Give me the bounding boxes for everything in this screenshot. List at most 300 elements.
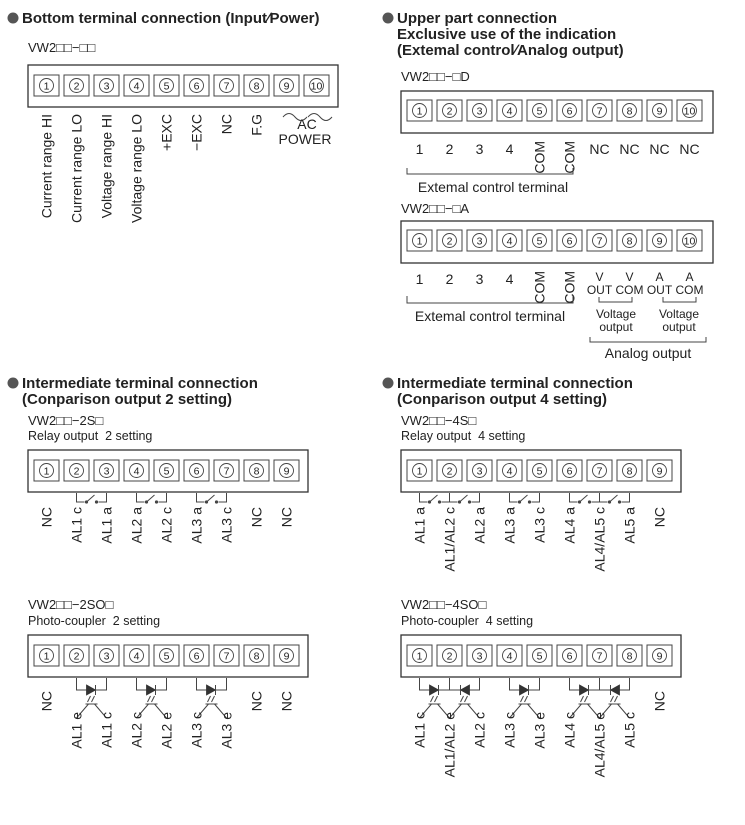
inter4-heading-2: (Conparison output 4 setting)	[397, 391, 607, 408]
upper-a-terminal-labels	[416, 271, 578, 304]
upper-a-label-4: 4	[505, 271, 514, 287]
terminal-1	[34, 460, 59, 481]
light-arrows	[461, 696, 468, 702]
inter4-photo-label-5: AL3 e	[531, 712, 548, 749]
upper-d-label-2: 2	[445, 141, 454, 157]
analog-output-label: Analog output	[604, 345, 692, 361]
terminal-9	[647, 460, 672, 481]
relay-blade	[520, 495, 528, 502]
inter4-relay-label-5: AL3 c	[531, 507, 548, 543]
terminal-8	[617, 460, 642, 481]
upper-a-out-top-2: V	[625, 270, 634, 284]
photo-coupler-icon	[600, 678, 630, 718]
terminal-3	[94, 75, 119, 96]
terminal-number: 7	[596, 235, 603, 248]
terminal-number: 4	[506, 650, 513, 663]
inter2-photo-label-7: AL3 e	[218, 712, 235, 749]
upper-a-out-top-4: A	[685, 270, 694, 284]
upper-a-out-bottom-1: OUT	[586, 283, 613, 297]
inter2-photo-label-8: NC	[248, 691, 265, 712]
relay-blade	[580, 495, 588, 502]
terminal-3	[467, 230, 492, 251]
voltage-output-label-2: output	[599, 320, 633, 334]
terminal-number: 3	[103, 80, 110, 93]
terminal-number: 8	[626, 465, 633, 478]
inter2-relay-model: VW2□□−2S□	[28, 413, 104, 428]
inter4-photo-label-9: NC	[651, 691, 668, 712]
inter4-photo-label-1: AL1 c	[411, 712, 428, 748]
inter4-photo-label-3: AL2 c	[471, 712, 488, 748]
upper-a-out-bottom-4: COM	[675, 283, 704, 297]
inter4-relay-label-6: AL4 a	[561, 507, 578, 544]
inter4-relay-label-3: AL2 a	[471, 507, 488, 544]
terminal-number: 4	[506, 105, 513, 118]
upper-a-out-top-1: V	[595, 270, 604, 284]
terminal-5	[527, 460, 552, 481]
terminal-4	[124, 645, 149, 666]
inter2-heading-2: (Conparison output 2 setting)	[22, 391, 232, 408]
terminal-number: 9	[283, 80, 290, 93]
inter2-photo-label-5: AL2 e	[158, 712, 175, 749]
terminal-number: 4	[133, 650, 140, 663]
relay-dot	[155, 500, 158, 503]
bottom-label-7: NC	[218, 114, 235, 135]
terminal-1	[34, 645, 59, 666]
inter4-relay-terminal-cells	[407, 460, 672, 481]
inter4-relay-label-4: AL3 a	[501, 507, 518, 544]
terminal-8	[617, 230, 642, 251]
bottom-terminal-cells	[34, 75, 329, 96]
relay-lead	[450, 493, 458, 502]
terminal-number: 9	[283, 650, 290, 663]
relay-blade	[147, 495, 155, 502]
inter2-photo-label-2: AL1 e	[68, 712, 85, 749]
inter2-heading-1: Intermediate terminal connection	[22, 375, 258, 392]
inter4-relay-contacts	[420, 493, 630, 504]
inter4-heading-1: Intermediate terminal connection	[397, 375, 633, 392]
led-triangle	[611, 685, 620, 695]
inter4-relay-label-8: AL5 a	[621, 507, 638, 544]
bottom-terminal-labels	[39, 114, 265, 223]
upper-d-label-8: NC	[619, 141, 640, 157]
terminal-number: 9	[656, 105, 663, 118]
terminal-number: 10	[683, 235, 696, 248]
inter4-photo-label-7: AL4/AL5 e	[591, 712, 608, 778]
light-arrows	[208, 696, 215, 702]
relay-blade	[207, 495, 215, 502]
terminal-10	[304, 75, 329, 96]
bottom-label-3: Voltage range HI	[98, 114, 115, 219]
terminal-6	[184, 645, 209, 666]
voltage-output-bracket	[599, 297, 632, 302]
terminal-number: 1	[416, 650, 423, 663]
terminal-4	[497, 230, 522, 251]
light-arrows	[521, 696, 528, 702]
relay-blade	[460, 495, 468, 502]
photo-coupler-icon	[450, 678, 480, 718]
terminal-3	[467, 460, 492, 481]
terminal-3	[467, 100, 492, 121]
upper-a-model: VW2□□−□A	[401, 201, 469, 216]
photo-coupler-icon	[510, 678, 540, 718]
terminal-number: 6	[193, 465, 200, 478]
terminal-5	[154, 460, 179, 481]
terminal-number: 5	[536, 465, 543, 478]
upper-d-label-5: COM	[531, 141, 548, 174]
inter4-relay-labels	[412, 507, 668, 572]
terminal-9	[274, 75, 299, 96]
terminal-1	[34, 75, 59, 96]
relay-dot	[215, 500, 218, 503]
relay-lead	[137, 493, 145, 502]
inter2-photo-couplers	[77, 678, 227, 718]
inter2-relay-label-7: AL3 c	[218, 507, 235, 543]
terminal-7	[214, 460, 239, 481]
inter2-photo-label-3: AL1 c	[98, 712, 115, 748]
terminal-6	[184, 75, 209, 96]
terminal-4	[497, 645, 522, 666]
terminal-number: 7	[223, 80, 230, 93]
inter2-relay-contacts	[77, 493, 227, 504]
bottom-label-8: F.G	[248, 114, 265, 136]
ac-label: AC	[297, 116, 317, 132]
bottom-label-4: Voltage range LO	[128, 114, 145, 223]
inter2-relay-label-6: AL3 a	[188, 507, 205, 544]
photo-coupler-icon	[420, 678, 450, 718]
terminal-6	[557, 100, 582, 121]
relay-contact-icon	[77, 493, 107, 504]
terminal-8	[244, 75, 269, 96]
power-label: POWER	[278, 131, 332, 147]
terminal-8	[244, 645, 269, 666]
terminal-5	[527, 230, 552, 251]
terminal-number: 6	[566, 105, 573, 118]
terminal-number: 9	[283, 465, 290, 478]
terminal-number: 3	[476, 105, 483, 118]
relay-lead	[197, 493, 205, 502]
terminal-number: 7	[596, 465, 603, 478]
bullet-icon	[8, 378, 19, 389]
relay-dot	[468, 500, 471, 503]
upper-d-label-4: 4	[505, 141, 514, 157]
terminal-number: 9	[656, 650, 663, 663]
led-triangle	[580, 685, 589, 695]
light-arrows	[581, 696, 588, 702]
inter4-photo-label-6: AL4 c	[561, 712, 578, 748]
led-triangle	[461, 685, 470, 695]
terminal-number: 1	[43, 80, 50, 93]
relay-contact-icon	[197, 493, 227, 504]
terminal-6	[184, 460, 209, 481]
terminal-number: 2	[73, 465, 80, 478]
upper-d-label-7: NC	[589, 141, 610, 157]
terminal-number: 9	[656, 235, 663, 248]
bottom-heading: Bottom terminal connection (Input∕Power)	[22, 10, 320, 27]
terminal-6	[557, 645, 582, 666]
inter4-relay-subtitle: Relay output 4 setting	[401, 429, 526, 443]
terminal-6	[557, 230, 582, 251]
relay-blade	[87, 495, 95, 502]
terminal-5	[154, 645, 179, 666]
bullet-icon	[8, 13, 19, 24]
terminal-number: 5	[536, 235, 543, 248]
upper-heading-2: Exclusive use of the indication	[397, 26, 617, 43]
terminal-number: 6	[566, 235, 573, 248]
relay-lead	[420, 493, 428, 502]
terminal-number: 1	[416, 105, 423, 118]
upper-d-label-1: 1	[415, 141, 424, 157]
terminal-number: 7	[223, 650, 230, 663]
terminal-number: 7	[223, 465, 230, 478]
terminal-number: 8	[253, 80, 260, 93]
analog-output-bracket	[590, 337, 706, 342]
terminal-number: 5	[163, 80, 170, 93]
terminal-number: 2	[446, 235, 453, 248]
terminal-number: 1	[43, 650, 50, 663]
upper-a-label-6: COM	[561, 271, 578, 304]
terminal-1	[407, 460, 432, 481]
terminal-10	[677, 230, 702, 251]
terminal-number: 5	[536, 105, 543, 118]
relay-dot	[528, 500, 531, 503]
terminal-6	[557, 460, 582, 481]
upper-a-label-1: 1	[415, 271, 424, 287]
terminal-number: 6	[566, 465, 573, 478]
inter4-photo-subtitle: Photo-coupler 4 setting	[401, 614, 534, 628]
light-arrows	[88, 696, 95, 702]
terminal-number: 3	[103, 465, 110, 478]
terminal-2	[437, 645, 462, 666]
bottom-terminal-panel	[8, 10, 339, 223]
terminal-3	[94, 645, 119, 666]
bottom-label-1: Current range HI	[38, 114, 55, 219]
terminal-number: 8	[626, 235, 633, 248]
led-triangle	[430, 685, 439, 695]
inter2-relay-subtitle: Relay output 2 setting	[28, 429, 153, 443]
voltage-output-label-1: Voltage	[595, 307, 637, 321]
inter2-photo-terminal-cells	[34, 645, 299, 666]
bottom-label-6: −EXC	[188, 114, 205, 151]
upper-d-label-6: COM	[561, 141, 578, 174]
relay-contact-icon	[570, 493, 600, 504]
upper-a-out-bottom-2: COM	[615, 283, 644, 297]
upper-d-group-label: Extemal control terminal	[417, 179, 569, 195]
bottom-model: VW2□□−□□	[28, 40, 96, 55]
terminal-9	[274, 645, 299, 666]
terminal-number: 8	[626, 105, 633, 118]
terminal-9	[647, 100, 672, 121]
terminal-number: 10	[310, 80, 323, 93]
upper-d-group-bracket	[407, 168, 573, 174]
led-triangle	[207, 685, 216, 695]
relay-lead	[159, 493, 167, 502]
upper-heading-3: (Extemal control∕Analog output)	[397, 42, 624, 59]
upper-a-group-bracket	[407, 296, 573, 303]
terminal-9	[647, 230, 672, 251]
terminal-number: 1	[43, 465, 50, 478]
relay-blade	[430, 495, 438, 502]
light-arrows	[148, 696, 155, 702]
upper-d-terminal-cells	[407, 100, 702, 121]
relay-lead	[472, 493, 480, 502]
upper-d-label-3: 3	[475, 141, 484, 157]
relay-contact-icon	[420, 493, 450, 504]
terminal-number: 2	[73, 650, 80, 663]
terminal-2	[64, 460, 89, 481]
inter4-relay-label-9: NC	[651, 507, 668, 528]
terminal-number: 3	[476, 235, 483, 248]
led-triangle	[87, 685, 96, 695]
bullet-icon	[383, 378, 394, 389]
terminal-number: 7	[596, 105, 603, 118]
terminal-7	[587, 230, 612, 251]
terminal-1	[407, 645, 432, 666]
inter2-photo-label-9: NC	[278, 691, 295, 712]
relay-contact-icon	[600, 493, 630, 504]
photo-coupler-icon	[197, 678, 227, 718]
terminal-2	[437, 230, 462, 251]
inter4-photo-label-4: AL3 c	[501, 712, 518, 748]
relay-lead	[532, 493, 540, 502]
inter2-relay-labels	[39, 507, 295, 544]
inter2-photo-subtitle: Photo-coupler 2 setting	[28, 614, 161, 628]
inter2-photo-label-1: NC	[38, 691, 55, 712]
terminal-1	[407, 230, 432, 251]
inter4-photo-terminal-cells	[407, 645, 672, 666]
current-output-label-1: Voltage	[658, 307, 700, 321]
upper-heading-1: Upper part connection	[397, 10, 558, 27]
current-output-bracket	[663, 297, 696, 302]
terminal-3	[94, 460, 119, 481]
terminal-1	[407, 100, 432, 121]
inter2-relay-label-8: NC	[248, 507, 265, 528]
terminal-2	[437, 100, 462, 121]
terminal-number: 6	[193, 80, 200, 93]
relay-lead	[77, 493, 85, 502]
terminal-number: 1	[416, 465, 423, 478]
inter4-photo-couplers	[420, 678, 630, 718]
relay-lead	[570, 493, 578, 502]
relay-lead	[219, 493, 227, 502]
terminal-2	[64, 75, 89, 96]
relay-contact-icon	[450, 493, 480, 504]
relay-lead	[442, 493, 450, 502]
terminal-number: 10	[683, 105, 696, 118]
terminal-number: 2	[446, 105, 453, 118]
upper-d-model: VW2□□−□D	[401, 69, 470, 84]
terminal-number: 4	[133, 80, 140, 93]
terminal-number: 4	[133, 465, 140, 478]
terminal-number: 3	[476, 650, 483, 663]
terminal-number: 6	[193, 650, 200, 663]
terminal-3	[467, 645, 492, 666]
inter4-relay-label-1: AL1 a	[411, 507, 428, 544]
terminal-2	[437, 460, 462, 481]
upper-a-label-5: COM	[531, 271, 548, 304]
relay-dot	[618, 500, 621, 503]
terminal-10	[677, 100, 702, 121]
terminal-7	[214, 645, 239, 666]
inter4-photo-labels	[412, 691, 668, 777]
light-arrows	[611, 696, 618, 702]
terminal-number: 7	[596, 650, 603, 663]
inter2-relay-label-2: AL1 c	[68, 507, 85, 543]
terminal-9	[274, 460, 299, 481]
upper-a-terminal-cells	[407, 230, 702, 251]
upper-d-label-10: NC	[679, 141, 700, 157]
terminal-7	[587, 645, 612, 666]
led-triangle	[520, 685, 529, 695]
terminal-8	[617, 100, 642, 121]
photo-coupler-icon	[137, 678, 167, 718]
relay-lead	[592, 493, 600, 502]
terminal-number: 3	[476, 465, 483, 478]
relay-lead	[600, 493, 608, 502]
terminal-4	[497, 100, 522, 121]
relay-contact-icon	[510, 493, 540, 504]
relay-blade	[610, 495, 618, 502]
terminal-7	[214, 75, 239, 96]
inter4-relay-label-2: AL1/AL2 c	[441, 507, 458, 572]
relay-lead	[510, 493, 518, 502]
inter2-photo-labels	[39, 691, 295, 749]
inter2-relay-label-9: NC	[278, 507, 295, 528]
relay-dot	[438, 500, 441, 503]
terminal-8	[617, 645, 642, 666]
inter4-photo-model: VW2□□−4SO□	[401, 597, 487, 612]
intermediate-2-panel	[8, 375, 309, 749]
terminal-number: 8	[253, 465, 260, 478]
terminal-number: 8	[626, 650, 633, 663]
inter2-relay-label-4: AL2 a	[128, 507, 145, 544]
terminal-5	[154, 75, 179, 96]
bottom-label-2: Current range LO	[68, 114, 85, 223]
terminal-4	[124, 75, 149, 96]
terminal-number: 2	[446, 650, 453, 663]
terminal-number: 5	[163, 650, 170, 663]
upper-d-label-9: NC	[649, 141, 670, 157]
terminal-4	[124, 460, 149, 481]
bullet-icon	[383, 13, 394, 24]
inter2-relay-terminal-cells	[34, 460, 299, 481]
inter2-photo-model: VW2□□−2SO□	[28, 597, 114, 612]
terminal-number: 3	[103, 650, 110, 663]
terminal-number: 2	[73, 80, 80, 93]
terminal-number: 4	[506, 465, 513, 478]
upper-a-label-3: 3	[475, 271, 484, 287]
terminal-number: 1	[416, 235, 423, 248]
inter4-relay-model: VW2□□−4S□	[401, 413, 477, 428]
upper-a-output-labels	[587, 270, 704, 297]
terminal-number: 5	[163, 465, 170, 478]
terminal-7	[587, 460, 612, 481]
relay-dot	[588, 500, 591, 503]
intermediate-4-panel	[383, 375, 682, 777]
terminal-number: 9	[656, 465, 663, 478]
inter4-photo-label-8: AL5 c	[621, 712, 638, 748]
inter4-photo-label-2: AL1/AL2 e	[441, 712, 458, 778]
terminal-number: 5	[536, 650, 543, 663]
inter2-relay-label-5: AL2 c	[158, 507, 175, 543]
terminal-5	[527, 645, 552, 666]
relay-contact-icon	[137, 493, 167, 504]
upper-a-group-label: Extemal control terminal	[414, 308, 566, 324]
upper-d-terminal-labels	[416, 141, 700, 174]
terminal-number: 6	[566, 650, 573, 663]
inter2-photo-label-6: AL3 c	[188, 712, 205, 748]
inter2-photo-label-4: AL2 c	[128, 712, 145, 748]
terminal-4	[497, 460, 522, 481]
